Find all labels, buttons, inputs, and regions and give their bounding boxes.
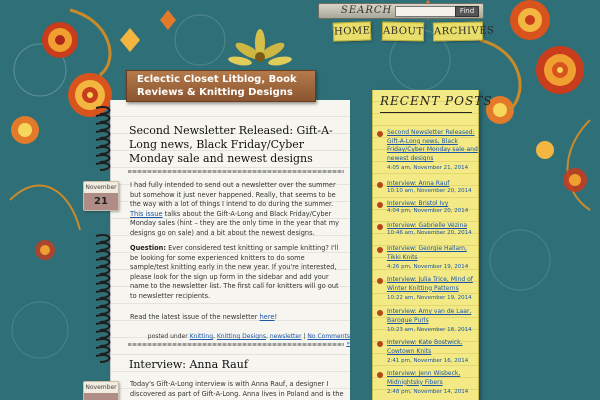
recent-post-link[interactable]: Interview: Amy van de Laar, Baroque Purls [387, 308, 472, 324]
nav-tab-home[interactable]: HOME [333, 21, 372, 41]
bullet-icon [377, 310, 383, 316]
recent-post-link[interactable]: Interview: Georgie Hallam, Tikki Knits [387, 245, 467, 261]
site-title[interactable]: Eclectic Closet Litblog, Book Reviews & Knitting Designs [137, 74, 297, 98]
post-paragraph: Today's Gift-A-Long interview is with Anna Rauf, a designer I discovered as part of Gift-A-Long. Anna lives in Poland and is the [130, 380, 344, 398]
spiral-binding [92, 104, 114, 400]
post-paragraph [130, 181, 344, 238]
category-link-knitting[interactable]: Knitting [189, 333, 214, 340]
post-text: ! [274, 313, 278, 321]
post-meta: posted under Knitting, Knitting Designs, newsletter | No Comments » [147, 333, 350, 347]
recent-post-link[interactable]: Interview: Anna Rauf [387, 180, 450, 187]
recent-post-date[interactable]: 2:41 pm, November 16, 2014 [387, 358, 469, 364]
bullet-icon [377, 341, 383, 347]
post-link-this-issue[interactable]: This issue [130, 209, 163, 218]
post-date-badge [83, 381, 119, 400]
sidebar-heading-underline [380, 112, 472, 113]
bullet-icon [377, 202, 383, 208]
post-date-day [84, 393, 118, 400]
post-meta-separator: | [301, 333, 308, 340]
recent-post-link[interactable]: Second Newsletter Released: Gift-A-Long news, Black Friday/Cyber Monday sale and newest designs [387, 129, 478, 162]
recent-post-date[interactable]: 4:26 pm, November 19, 2014 [387, 264, 469, 270]
site-title-banner [126, 70, 316, 102]
recent-post-link[interactable]: Interview: Kate Bostwick, Cowtown Knits [387, 339, 463, 355]
bullet-icon [377, 182, 383, 188]
post-title[interactable]: Second Newsletter Released: Gift-A-Long news, Black Friday/Cyber Monday sale and newest designs [129, 124, 333, 165]
post-divider [128, 343, 344, 346]
search-bar [318, 3, 484, 19]
recent-post-date[interactable]: 10:22 am, November 19, 2014 [387, 295, 472, 301]
category-link-newsletter[interactable]: newsletter [269, 333, 302, 340]
post-text: Read the latest issue of the newsletter [130, 313, 260, 321]
post-title[interactable]: Interview: Anna Rauf [129, 358, 248, 371]
search-label: SEARCH [341, 5, 393, 16]
post-meta-prefix: posted under [147, 333, 190, 340]
post-date-badge [83, 181, 119, 211]
post-divider [128, 170, 344, 173]
recent-post-date[interactable]: 4:05 am, November 21, 2014 [387, 165, 469, 171]
recent-post-date[interactable]: 4:04 pm, November 20, 2014 [387, 208, 469, 214]
post-text: Ever considered test knitting or sample knitting? I'll be looking for some experienced knitters to do some sample/test knitting early in the new year. If you're interested, please look for the sign up form in the sidebar and add your name to the newsletter list. The first call for knitters will go out to newsletter recipients. [130, 244, 339, 300]
bullet-icon [377, 372, 383, 378]
recent-post-date[interactable]: 10:23 am, November 18, 2014 [387, 327, 472, 333]
post-question-label: Question: [130, 244, 166, 252]
post-date-month: November [85, 384, 117, 391]
recent-post-link[interactable]: Interview: Bristol Ivy [387, 200, 449, 207]
bullet-icon [377, 131, 383, 137]
sidebar-heading: RECENT POSTS [380, 94, 493, 108]
post-paragraph [130, 313, 344, 323]
recent-post-link[interactable]: Interview: Jenn Wisbeck, Midnightsky Fibers [387, 370, 461, 386]
bullet-icon [377, 278, 383, 284]
bullet-icon [377, 247, 383, 253]
nav-tab-archives[interactable]: ARCHIVES [433, 22, 483, 42]
find-button[interactable]: Find [455, 6, 479, 17]
post-paragraph [130, 244, 344, 301]
recent-post-link[interactable]: Interview: Julia Trice, Mind of Winter Knitting Patterns [387, 276, 473, 292]
post-date-day: 21 [84, 193, 118, 210]
post-date-month: November [85, 184, 117, 191]
post-link-here[interactable]: here [259, 313, 275, 321]
post-text: I had fully intended to send out a newsletter over the summer but somehow it just never happened. Really, that seems to be the way with a lot of things I intend to do during the summer. [130, 181, 336, 208]
recent-post-date[interactable]: 10:46 am, November 20, 2014 [387, 230, 472, 236]
recent-post-link[interactable]: Interview: Gabrielle Vézina [387, 222, 468, 229]
category-link-knitting-designs[interactable]: Knitting Designs [216, 333, 266, 340]
nav-tab-about[interactable]: ABOUT [382, 22, 424, 42]
recent-post-date[interactable]: 2:48 pm, November 14, 2014 [387, 389, 469, 395]
comments-link[interactable]: No Comments » [307, 333, 350, 347]
bullet-icon [377, 224, 383, 230]
post-text: talks about the Gift-A-Long and Black Friday/Cyber Monday sales (hint – they are the only time in the year that my designs go on sale) and a bit about the newest designs. [130, 209, 340, 237]
recent-post-date[interactable]: 10:10 am, November 20, 2014 [387, 188, 472, 194]
